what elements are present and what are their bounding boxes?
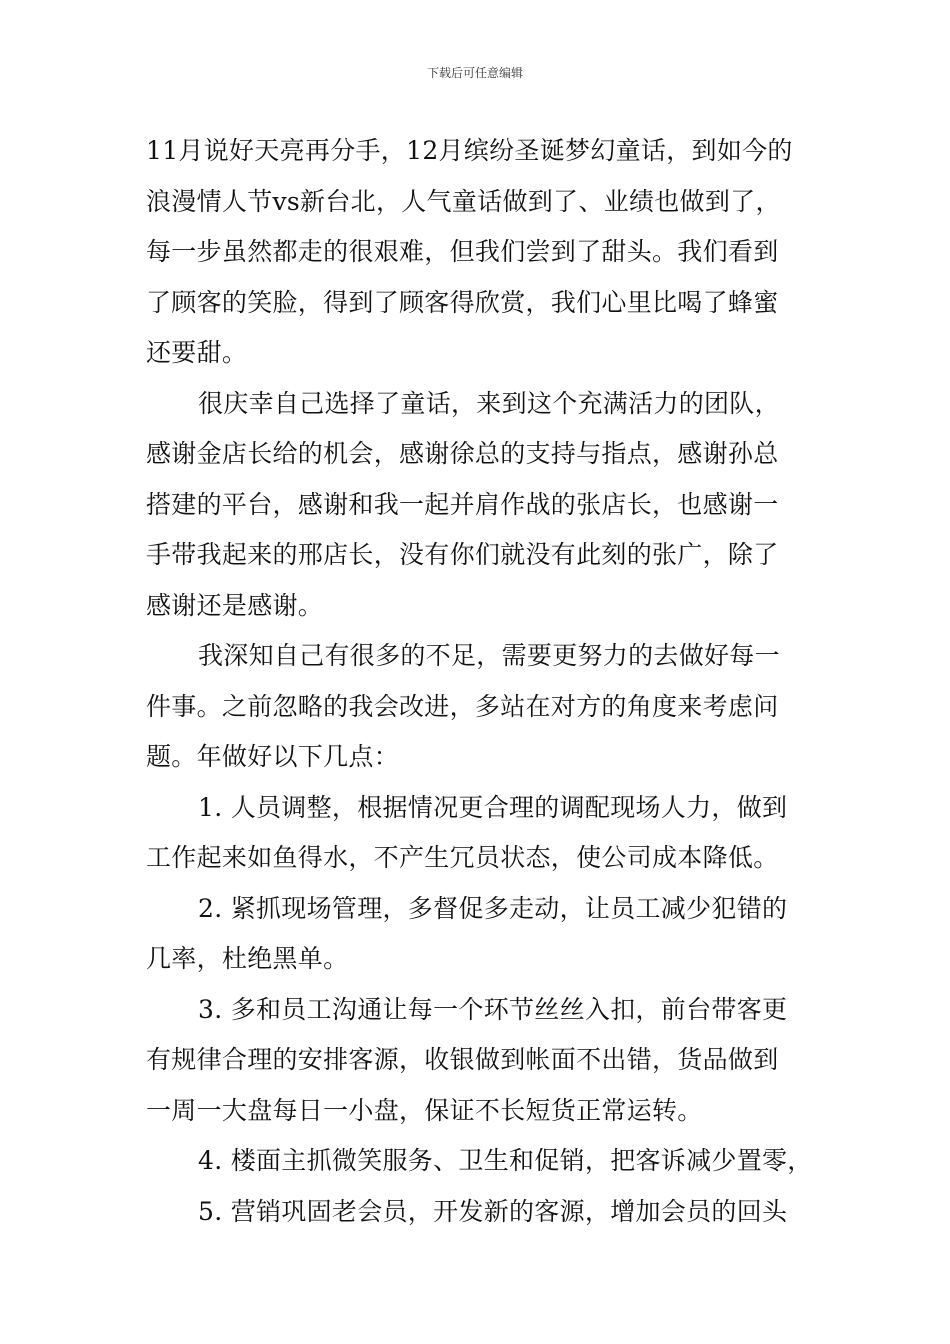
- text-line: 3. 多和员工沟通让每一个环节丝丝入扣，前台带客更: [198, 994, 788, 1024]
- text-line: 感谢还是感谢。: [146, 590, 324, 620]
- text-line: 很庆幸自己选择了童话，来到这个充满活力的团队，: [198, 388, 780, 418]
- text-line: 件事。之前忽略的我会改进，多站在对方的角度来考虑问: [146, 691, 779, 721]
- text-line: 搭建的平台，感谢和我一起并肩作战的张店长，也感谢一: [146, 489, 779, 519]
- text-line: 还要甜。: [146, 338, 248, 367]
- text-line: 5. 营销巩固老会员，开发新的客源，增加会员的回头: [198, 1196, 788, 1226]
- list-item-3: [146, 985, 806, 1137]
- list-item-1: [146, 783, 806, 884]
- text-line: 一周一大盘每日一小盘，保证不长短货正常运转。: [146, 1095, 703, 1125]
- paragraph-2: [146, 379, 806, 632]
- text-line: 我深知自己有很多的不足，需要更努力的去做好每一: [198, 641, 780, 670]
- list-item-4: [146, 1136, 813, 1187]
- list-item-5: [146, 1187, 806, 1238]
- text-line: 4. 楼面主抓微笑服务、卫生和促销，把客诉减少置零，: [198, 1146, 813, 1175]
- text-line: 了顾客的笑脸，得到了顾客得欣赏，我们心里比喝了蜂蜜: [146, 287, 779, 317]
- text-line: 有规律合理的安排客源，收银做到帐面不出错，货品做到: [146, 1045, 779, 1074]
- text-line: 1. 人员调整，根据情况更合理的调配现场人力，做到: [198, 792, 788, 822]
- text-line: 感谢金店长给的机会，感谢徐总的支持与指点，感谢孙总: [146, 439, 779, 468]
- list-item-2: [146, 884, 806, 985]
- text-line: 工作起来如鱼得水，不产生冗员状态，使公司成本降低。: [146, 843, 779, 872]
- text-line: 题。年做好以下几点：: [146, 742, 400, 771]
- text-line: 11月说好天亮再分手，12月缤纷圣诞梦幻童话，到如今的: [146, 136, 793, 165]
- page-header-note: 下载后可任意编辑: [426, 66, 523, 80]
- document-body: [146, 126, 813, 1237]
- paragraph-3: [146, 631, 806, 783]
- text-line: 每一步虽然都走的很艰难，但我们尝到了甜头。我们看到: [146, 237, 779, 266]
- text-line: 浪漫情人节vs新台北，人气童话做到了、业绩也做到了，: [146, 186, 781, 216]
- text-line: 手带我起来的邢店长，没有你们就没有此刻的张广，除了: [146, 540, 779, 569]
- text-line: 几率，杜绝黑单。: [146, 944, 349, 973]
- text-line: 2. 紧抓现场管理，多督促多走动，让员工减少犯错的: [198, 893, 788, 923]
- paragraph-1: [146, 126, 806, 379]
